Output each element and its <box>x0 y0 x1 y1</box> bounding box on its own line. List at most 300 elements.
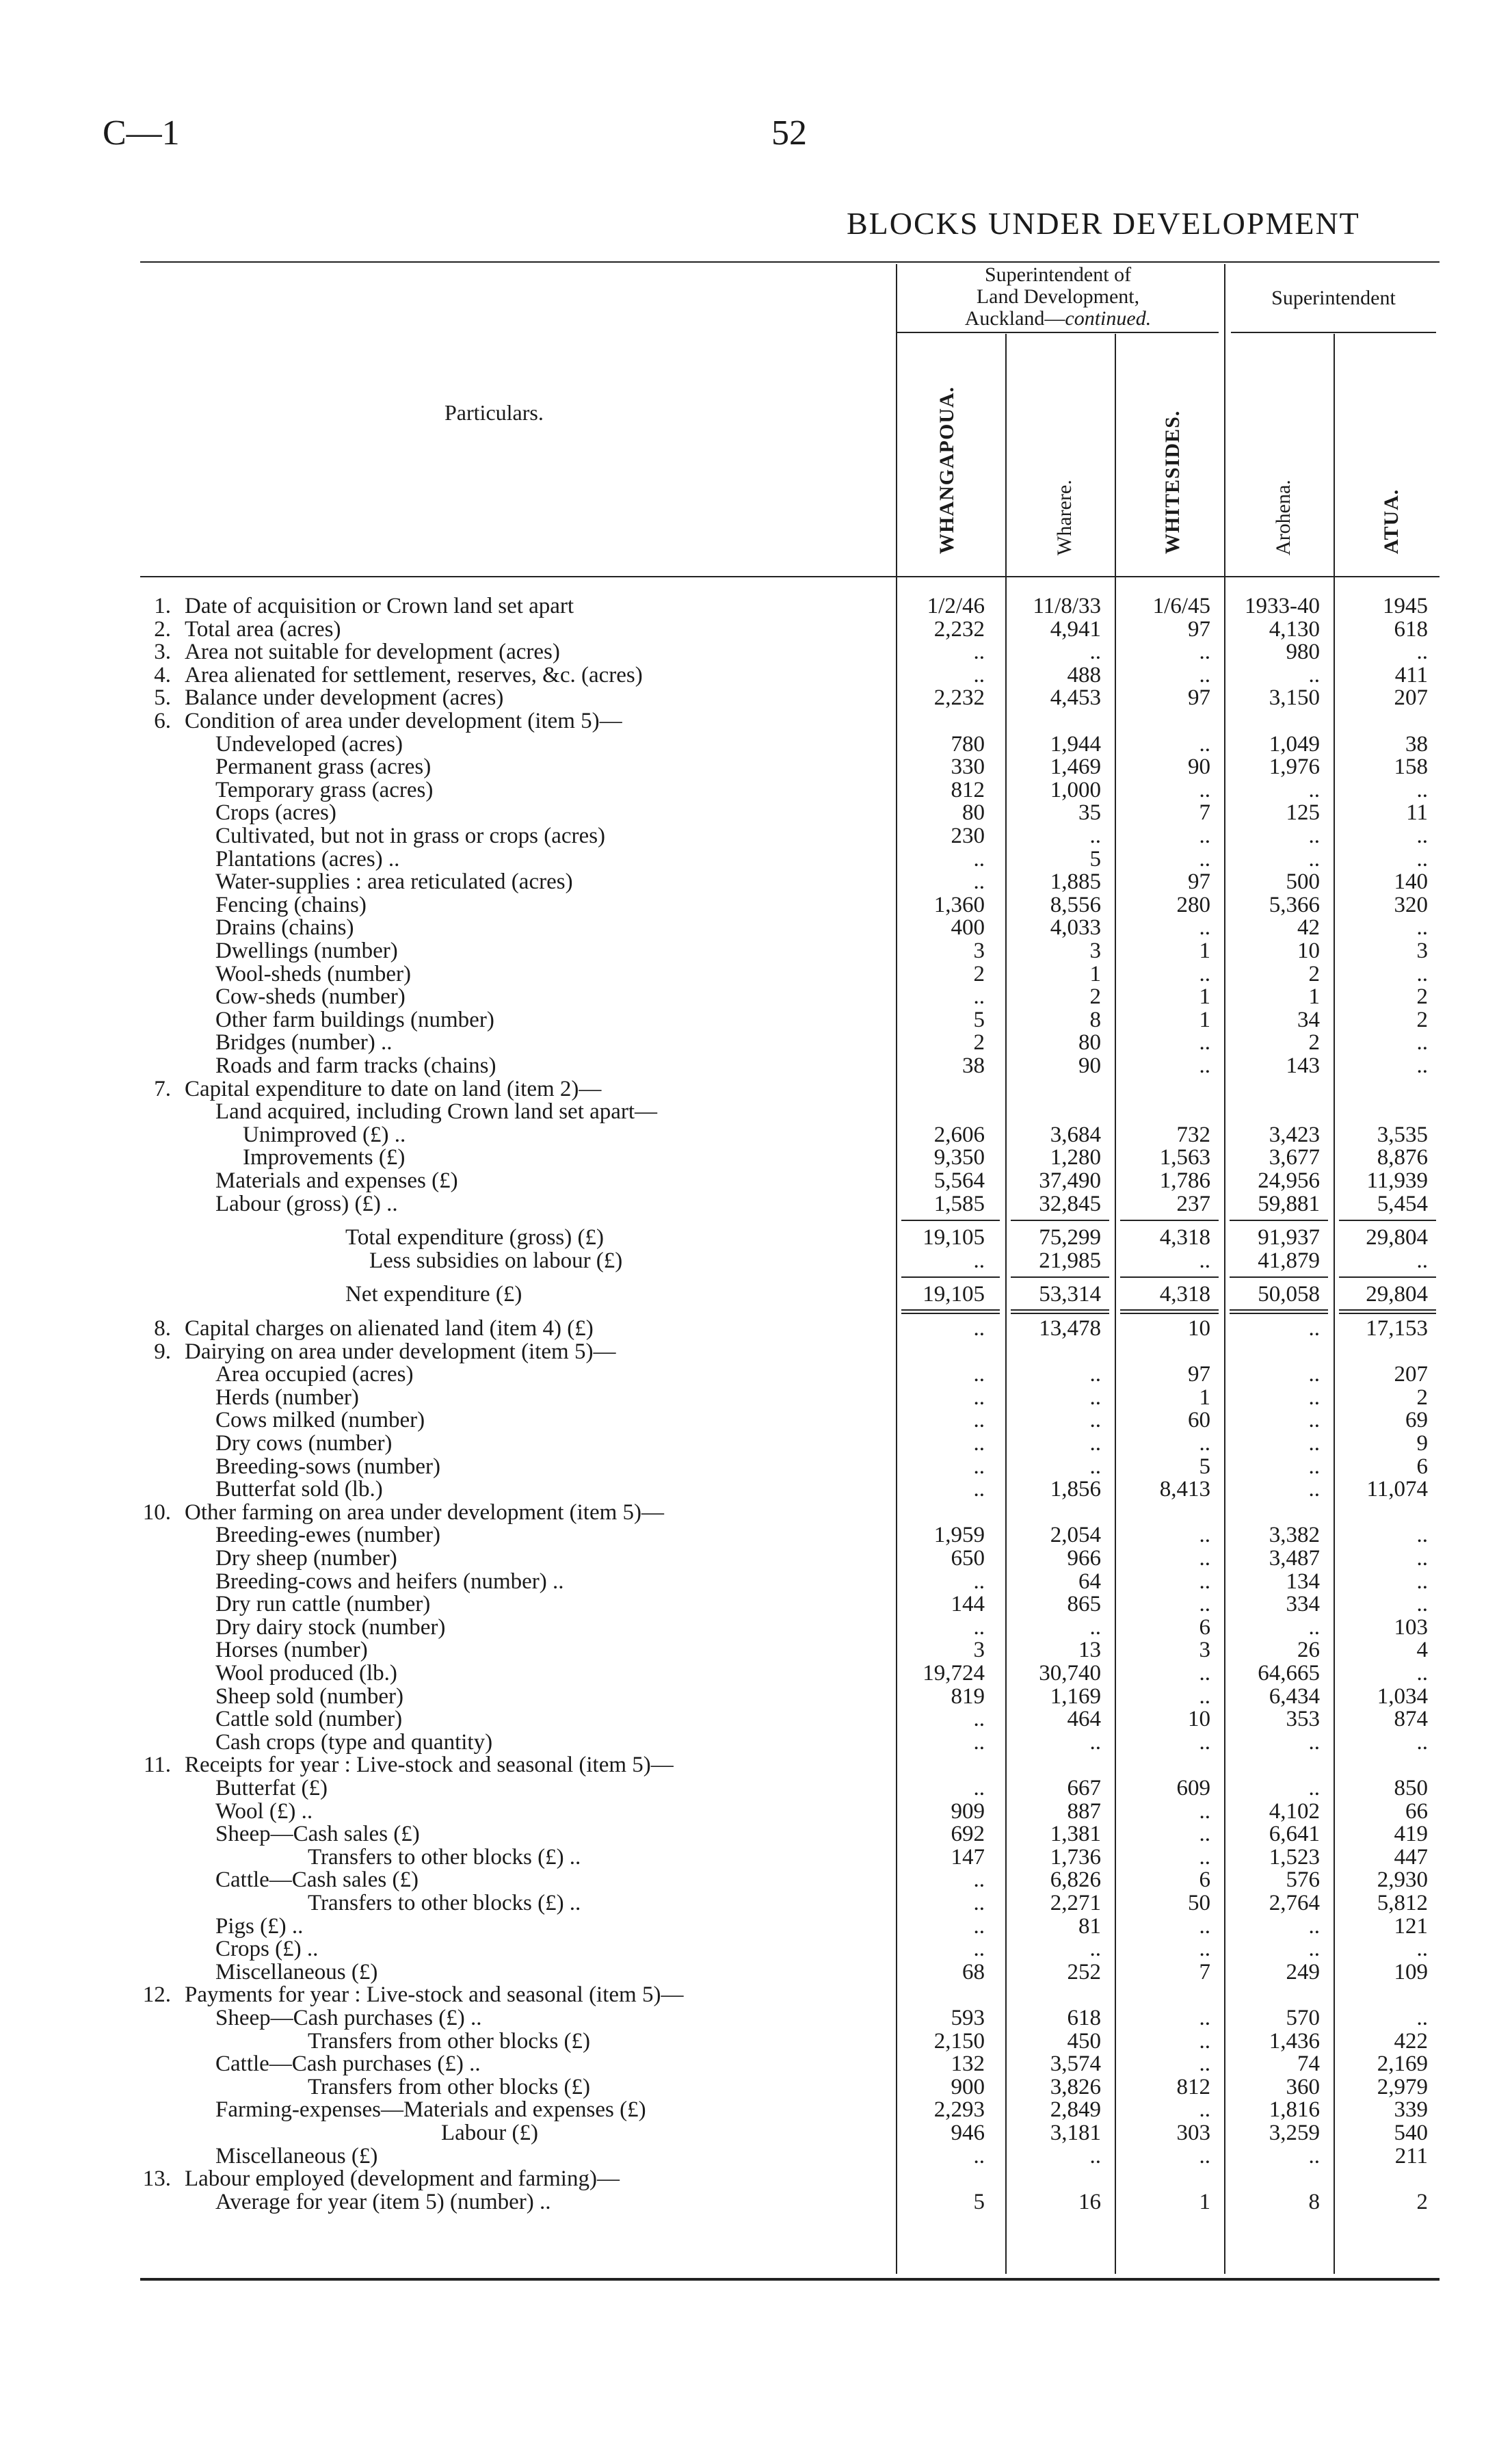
cell-col-1: 4,941 <box>1050 616 1101 642</box>
row-label: Cattle—Cash purchases (£) .. <box>215 2052 481 2077</box>
table-row <box>0 1387 1512 1410</box>
cell-col-0: 132 <box>951 2052 985 2077</box>
total-rule <box>1011 1309 1109 1311</box>
cell-col-1: .. <box>1089 1431 1101 1456</box>
row-label: Temporary grass (acres) <box>215 777 434 802</box>
cell-col-1: 90 <box>1078 1053 1101 1078</box>
cell-col-0: 946 <box>951 2121 985 2145</box>
cell-col-3: 2 <box>1308 1030 1320 1056</box>
cell-col-1: 4,033 <box>1050 915 1101 941</box>
row-label: Water-supplies : area reticulated (acres) <box>215 869 573 895</box>
total-rule <box>1120 1313 1219 1314</box>
cell-col-1: 450 <box>1067 2028 1101 2054</box>
cell-col-3: 980 <box>1286 640 1320 665</box>
cell-col-4: 618 <box>1394 616 1428 642</box>
cell-col-0: 68 <box>962 1959 985 1984</box>
cell-col-2: 60 <box>1188 1408 1210 1433</box>
cell-col-0: .. <box>973 984 985 1010</box>
cell-col-4: 109 <box>1394 1959 1428 1984</box>
row-label: Dry sheep (number) <box>215 1546 397 1571</box>
row-number: 10. <box>142 1499 171 1525</box>
table-row <box>0 2007 1512 2030</box>
cell-col-4: 2,979 <box>1377 2074 1428 2099</box>
cell-col-3: 1,436 <box>1269 2028 1320 2054</box>
table-row <box>0 1078 1512 1101</box>
cell-col-4: .. <box>1416 915 1428 941</box>
cell-col-4: 1945 <box>1383 594 1428 618</box>
col-header-atua: ATUA. <box>1380 488 1403 554</box>
table-row <box>0 1283 1512 1307</box>
group-rule-2 <box>1231 332 1436 333</box>
cell-col-0: 2,232 <box>933 616 985 642</box>
cell-col-2: .. <box>1199 2143 1210 2168</box>
cell-col-2: 50 <box>1188 1891 1210 1915</box>
cell-col-2: .. <box>1199 1248 1210 1273</box>
cell-col-2: .. <box>1199 1683 1210 1709</box>
cell-col-2: 1,786 <box>1159 1168 1210 1193</box>
cell-col-1: 3,826 <box>1050 2074 1101 2099</box>
cell-col-4: 207 <box>1394 685 1428 711</box>
cell-col-2: 3 <box>1199 1638 1210 1663</box>
row-label: Receipts for year : Live-stock and seasonal (item 5)— <box>185 1753 674 1778</box>
table-row <box>0 1124 1512 1147</box>
cell-col-3: 64,665 <box>1258 1661 1320 1686</box>
cell-col-0: .. <box>973 1569 985 1594</box>
row-label: Dry dairy stock (number) <box>215 1614 446 1640</box>
cell-col-0: 1/2/46 <box>927 594 985 618</box>
cell-col-0: 2 <box>973 961 985 986</box>
row-label: Average for year (item 5) (number) .. <box>215 2189 551 2214</box>
cell-col-2: .. <box>1199 1030 1210 1056</box>
table-row <box>0 1571 1512 1594</box>
row-label: Materials and expenses (£) <box>215 1168 458 1193</box>
row-label: Wool-sheds (number) <box>215 961 412 986</box>
row-number: 6. <box>154 709 171 733</box>
cell-col-3: 24,956 <box>1258 1168 1320 1193</box>
table-row <box>0 779 1512 802</box>
total-rule <box>1339 1313 1436 1314</box>
cell-col-4: 2,930 <box>1377 1867 1428 1893</box>
total-rule <box>1120 1276 1219 1278</box>
cell-col-2: 1 <box>1199 2189 1210 2214</box>
cell-col-0: .. <box>973 1385 985 1410</box>
cell-col-2: 97 <box>1188 1362 1210 1387</box>
cell-col-3: 360 <box>1286 2074 1320 2099</box>
cell-col-3: .. <box>1308 1454 1320 1479</box>
cell-col-4: 2 <box>1416 2189 1428 2214</box>
cell-col-2: 97 <box>1188 685 1210 711</box>
total-rule <box>1230 1276 1328 1278</box>
cell-col-0: .. <box>973 1248 985 1273</box>
cell-col-4: 422 <box>1394 2028 1428 2054</box>
cell-col-4: 211 <box>1394 2143 1428 2168</box>
table-row <box>0 1193 1512 1216</box>
row-label: Capital expenditure to date on land (item 2)— <box>185 1076 602 1101</box>
group-header-superintendent: Superintendent <box>1271 287 1396 309</box>
cell-col-3: 3,423 <box>1269 1122 1320 1147</box>
cell-col-3: 249 <box>1286 1959 1320 1984</box>
table-row <box>0 1101 1512 1124</box>
cell-col-3: 34 <box>1297 1007 1320 1032</box>
cell-col-4: .. <box>1416 1053 1428 1078</box>
table-row <box>0 618 1512 642</box>
cell-col-1: 37,490 <box>1039 1168 1101 1193</box>
cell-col-0: 3 <box>973 1638 985 1663</box>
cell-col-0: .. <box>973 1431 985 1456</box>
row-label: Improvements (£) <box>243 1145 406 1170</box>
cell-col-3: 74 <box>1297 2052 1320 2077</box>
cell-col-2: .. <box>1199 1592 1210 1617</box>
table-row <box>0 1892 1512 1915</box>
table-row <box>0 1318 1512 1341</box>
cell-col-3: 2,764 <box>1269 1891 1320 1915</box>
cell-col-1: 16 <box>1078 2189 1101 2214</box>
row-label: Other farm buildings (number) <box>215 1007 494 1032</box>
cell-col-4: 5,812 <box>1377 1891 1428 1915</box>
cell-col-0: .. <box>973 1408 985 1433</box>
cell-col-1: 1,469 <box>1050 755 1101 780</box>
cell-col-1: 3,684 <box>1050 1122 1101 1147</box>
row-label: Sheep—Cash sales (£) <box>215 1822 420 1847</box>
cell-col-0: .. <box>973 1937 985 1962</box>
cell-col-4: 66 <box>1405 1798 1428 1824</box>
cell-col-2: .. <box>1199 662 1210 687</box>
table-row <box>0 1683 1512 1709</box>
cell-col-1: 1,944 <box>1050 731 1101 757</box>
cell-col-0: .. <box>973 2143 985 2168</box>
cell-col-3: 1 <box>1308 984 1320 1010</box>
cell-col-2: 1,563 <box>1159 1145 1210 1170</box>
cell-col-1: 2,271 <box>1050 1891 1101 1915</box>
cell-col-3: 50,058 <box>1258 1282 1320 1307</box>
cell-col-0: 1,959 <box>933 1523 985 1548</box>
table-row <box>0 986 1512 1009</box>
cell-col-3: 1,523 <box>1269 1844 1320 1870</box>
col-header-arohena: Arohena. <box>1272 480 1295 555</box>
cell-col-0: 330 <box>951 755 985 780</box>
row-label: Crops (acres) <box>215 800 336 826</box>
cell-col-4: 29,804 <box>1366 1282 1428 1307</box>
cell-col-3: 3,382 <box>1269 1523 1320 1548</box>
cell-col-0: 19,724 <box>923 1661 985 1686</box>
cell-col-0: .. <box>973 662 985 687</box>
cell-col-2: .. <box>1199 1523 1210 1548</box>
cell-col-2: .. <box>1199 915 1210 941</box>
table-row <box>0 595 1512 618</box>
cell-col-3: .. <box>1308 1408 1320 1433</box>
cell-col-2: 4,318 <box>1159 1225 1210 1250</box>
cell-col-0: 812 <box>951 777 985 802</box>
cell-col-0: 19,105 <box>923 1282 985 1307</box>
row-label: Bridges (number) .. <box>215 1030 393 1056</box>
cell-col-4: 11 <box>1406 800 1428 826</box>
cell-col-2: 1 <box>1199 1385 1210 1410</box>
cell-col-2: .. <box>1199 1822 1210 1847</box>
cell-col-1: 865 <box>1067 1592 1101 1617</box>
cell-col-4: 69 <box>1405 1408 1428 1433</box>
total-rule <box>1339 1309 1436 1311</box>
cell-col-4: 1,034 <box>1377 1683 1428 1709</box>
total-rule <box>1339 1276 1436 1278</box>
table-row <box>0 1055 1512 1078</box>
row-label: Area occupied (acres) <box>215 1362 414 1387</box>
cell-col-2: 6 <box>1199 1867 1210 1893</box>
cell-col-1: 11/8/33 <box>1033 594 1101 618</box>
row-label: Transfers to other blocks (£) .. <box>308 1891 581 1915</box>
row-number: 12. <box>142 1982 171 2008</box>
cell-col-2: .. <box>1199 1546 1210 1571</box>
cell-col-0: 2,293 <box>933 2097 985 2123</box>
total-rule <box>1230 1220 1328 1221</box>
table-row <box>0 733 1512 757</box>
cell-col-0: 2,232 <box>933 685 985 711</box>
cell-col-4: .. <box>1416 1546 1428 1571</box>
cell-col-3: 143 <box>1286 1053 1320 1078</box>
cell-col-3: 3,150 <box>1269 685 1320 711</box>
cell-col-1: 32,845 <box>1039 1191 1101 1216</box>
table-row <box>0 1823 1512 1846</box>
cell-col-2: 7 <box>1199 800 1210 826</box>
table-row <box>0 1800 1512 1824</box>
cell-col-3: .. <box>1308 1362 1320 1387</box>
cell-col-1: 53,314 <box>1039 1282 1101 1307</box>
cell-col-1: 21,985 <box>1039 1248 1101 1273</box>
cell-col-0: 819 <box>951 1683 985 1709</box>
row-label: Area not suitable for development (acres) <box>185 640 560 665</box>
cell-col-4: 2 <box>1416 1385 1428 1410</box>
cell-col-0: 9,350 <box>933 1145 985 1170</box>
cell-col-0: .. <box>973 1477 985 1502</box>
table-row <box>0 1731 1512 1755</box>
cell-col-4: 850 <box>1394 1776 1428 1800</box>
row-label: Labour employed (development and farming)— <box>185 2166 620 2192</box>
cell-col-0: 5 <box>973 1007 985 1032</box>
cell-col-1: 81 <box>1078 1913 1101 1939</box>
row-label: Condition of area under development (item 5)— <box>185 709 622 733</box>
cell-col-4: 140 <box>1394 869 1428 895</box>
table-row <box>0 2030 1512 2054</box>
total-rule <box>1011 1220 1109 1221</box>
table-row <box>0 2191 1512 2214</box>
table-row <box>0 1146 1512 1170</box>
cell-col-2: .. <box>1199 2052 1210 2077</box>
total-rule <box>1120 1220 1219 1221</box>
row-label: Breeding-ewes (number) <box>215 1523 440 1548</box>
row-label: Transfers to other blocks (£) .. <box>308 1844 581 1870</box>
cell-col-4: .. <box>1416 1729 1428 1755</box>
cell-col-2: .. <box>1199 1569 1210 1594</box>
cell-col-1: 1,856 <box>1050 1477 1101 1502</box>
row-number: 4. <box>154 662 171 687</box>
cell-col-4: 29,804 <box>1366 1225 1428 1250</box>
row-label: Permanent grass (acres) <box>215 755 432 780</box>
cell-col-4: 207 <box>1394 1362 1428 1387</box>
cell-col-3: 10 <box>1297 939 1320 963</box>
cell-col-3: .. <box>1308 1937 1320 1962</box>
row-label: Cash crops (type and quantity) <box>215 1729 493 1755</box>
cell-col-4: .. <box>1416 1937 1428 1962</box>
row-label: Breeding-sows (number) <box>215 1454 441 1479</box>
cell-col-3: .. <box>1308 846 1320 871</box>
cell-col-1: 8,556 <box>1050 892 1101 917</box>
cell-col-0: 900 <box>951 2074 985 2099</box>
cell-col-3: .. <box>1308 1776 1320 1800</box>
total-rule <box>901 1220 1000 1221</box>
cell-col-2: .. <box>1199 2006 1210 2030</box>
row-number: 9. <box>154 1339 171 1364</box>
row-label: Labour (gross) (£) .. <box>215 1191 398 1216</box>
table-row <box>0 2122 1512 2145</box>
row-label: Cattle sold (number) <box>215 1707 403 1732</box>
table-row <box>0 1662 1512 1686</box>
row-label: Transfers from other blocks (£) <box>308 2028 591 2054</box>
cell-col-0: 2,606 <box>933 1122 985 1147</box>
table-row <box>0 1009 1512 1032</box>
table-row <box>0 1754 1512 1777</box>
table-row <box>0 1432 1512 1456</box>
cell-col-2: 1 <box>1199 939 1210 963</box>
cell-col-1: 488 <box>1067 662 1101 687</box>
table-row <box>0 1915 1512 1939</box>
cell-col-2: .. <box>1199 1913 1210 1939</box>
cell-col-0: .. <box>973 1776 985 1800</box>
row-number: 2. <box>154 616 171 642</box>
cell-col-1: 2 <box>1089 984 1101 1010</box>
table-row <box>0 1708 1512 1731</box>
cell-col-2: 97 <box>1188 616 1210 642</box>
row-number: 13. <box>142 2166 171 2192</box>
cell-col-3: 4,130 <box>1269 616 1320 642</box>
cell-col-3: 59,881 <box>1258 1191 1320 1216</box>
cell-col-3: 1,976 <box>1269 755 1320 780</box>
cell-col-4: 121 <box>1394 1913 1428 1939</box>
cell-col-3: 6,641 <box>1269 1822 1320 1847</box>
total-rule <box>901 1276 1000 1278</box>
row-label: Crops (£) .. <box>215 1937 319 1962</box>
cell-col-3: 5,366 <box>1269 892 1320 917</box>
cell-col-2: 280 <box>1176 892 1210 917</box>
row-label: Less subsidies on labour (£) <box>369 1248 623 1273</box>
cell-col-0: 650 <box>951 1546 985 1571</box>
table-row <box>0 917 1512 940</box>
cell-col-3: 1,816 <box>1269 2097 1320 2123</box>
cell-col-0: 400 <box>951 915 985 941</box>
row-label: Land acquired, including Crown land set apart— <box>215 1099 658 1125</box>
cell-col-2: .. <box>1199 1729 1210 1755</box>
cell-col-3: 3,259 <box>1269 2121 1320 2145</box>
table-row <box>0 1547 1512 1571</box>
cell-col-0: 147 <box>951 1844 985 1870</box>
cell-col-2: 1/6/45 <box>1152 594 1210 618</box>
row-label: Net expenditure (£) <box>345 1282 522 1307</box>
cell-col-0: 144 <box>951 1592 985 1617</box>
row-number: 7. <box>154 1076 171 1101</box>
cell-col-3: .. <box>1308 1477 1320 1502</box>
row-label: Drains (chains) <box>215 915 354 941</box>
cell-col-3: .. <box>1308 1614 1320 1640</box>
row-label: Capital charges on alienated land (item 4) (£) <box>185 1316 594 1341</box>
table-row <box>0 1456 1512 1479</box>
table-row <box>0 940 1512 963</box>
table-row <box>0 1409 1512 1432</box>
total-rule <box>901 1313 1000 1314</box>
cell-col-1: .. <box>1089 2143 1101 2168</box>
cell-col-0: .. <box>973 1454 985 1479</box>
cell-col-4: 11,939 <box>1366 1168 1428 1193</box>
table-row <box>0 1499 1512 1525</box>
cell-col-2: 732 <box>1176 1122 1210 1147</box>
cell-col-1: .. <box>1089 1937 1101 1962</box>
group-line-1: Superintendent of <box>984 263 1132 286</box>
cell-col-0: .. <box>973 1867 985 1893</box>
cell-col-0: 593 <box>951 2006 985 2030</box>
row-number: 5. <box>154 685 171 711</box>
cell-col-3: 570 <box>1286 2006 1320 2030</box>
row-label: Wool (£) .. <box>215 1798 313 1824</box>
cell-col-3: 134 <box>1286 1569 1320 1594</box>
row-label: Total area (acres) <box>185 616 341 642</box>
cell-col-1: 2,054 <box>1050 1523 1101 1548</box>
cell-col-1: 1,000 <box>1050 777 1101 802</box>
cell-col-2: 90 <box>1188 755 1210 780</box>
cell-col-0: 2 <box>973 1030 985 1056</box>
cell-col-0: 80 <box>962 800 985 826</box>
cell-col-1: .. <box>1089 1408 1101 1433</box>
table-row <box>0 848 1512 871</box>
cell-col-1: 3,574 <box>1050 2052 1101 2077</box>
row-label: Sheep sold (number) <box>215 1683 403 1709</box>
cell-col-2: .. <box>1199 1798 1210 1824</box>
cell-col-3: 353 <box>1286 1707 1320 1732</box>
table-row <box>0 1250 1512 1273</box>
cell-col-4: 3,535 <box>1377 1122 1428 1147</box>
cell-col-3: .. <box>1308 1385 1320 1410</box>
cell-col-0: .. <box>973 869 985 895</box>
row-label: Cattle—Cash sales (£) <box>215 1867 419 1893</box>
row-label: Pigs (£) .. <box>215 1913 304 1939</box>
cell-col-2: .. <box>1199 846 1210 871</box>
cell-col-2: 1 <box>1199 984 1210 1010</box>
cell-col-4: .. <box>1416 961 1428 986</box>
table-row <box>0 1341 1512 1364</box>
cell-col-1: 6,826 <box>1050 1867 1101 1893</box>
cell-col-2: .. <box>1199 2028 1210 2054</box>
cell-col-2: .. <box>1199 1053 1210 1078</box>
cell-col-1: 1 <box>1089 961 1101 986</box>
page-title: BLOCKS UNDER DEVELOPMENT <box>847 206 1360 241</box>
cell-col-4: .. <box>1416 1248 1428 1273</box>
table-row <box>0 1938 1512 1961</box>
cell-col-4: .. <box>1416 846 1428 871</box>
cell-col-0: .. <box>973 1362 985 1387</box>
cell-col-1: 8 <box>1089 1007 1101 1032</box>
total-rule <box>1011 1313 1109 1314</box>
cell-col-4: 103 <box>1394 1614 1428 1640</box>
row-label: Wool produced (lb.) <box>215 1661 397 1686</box>
cell-col-1: .. <box>1089 824 1101 848</box>
table-row <box>0 1227 1512 1250</box>
cell-col-1: 1,736 <box>1050 1844 1101 1870</box>
cell-col-3: 3,487 <box>1269 1546 1320 1571</box>
row-label: Dwellings (number) <box>215 939 398 963</box>
table-row <box>0 2145 1512 2168</box>
cell-col-4: 38 <box>1405 731 1428 757</box>
total-rule <box>1011 1276 1109 1278</box>
cell-col-4: 2 <box>1416 984 1428 1010</box>
cell-col-3: 3,677 <box>1269 1145 1320 1170</box>
group-header-auckland <box>897 264 1219 330</box>
cell-col-1: 887 <box>1067 1798 1101 1824</box>
